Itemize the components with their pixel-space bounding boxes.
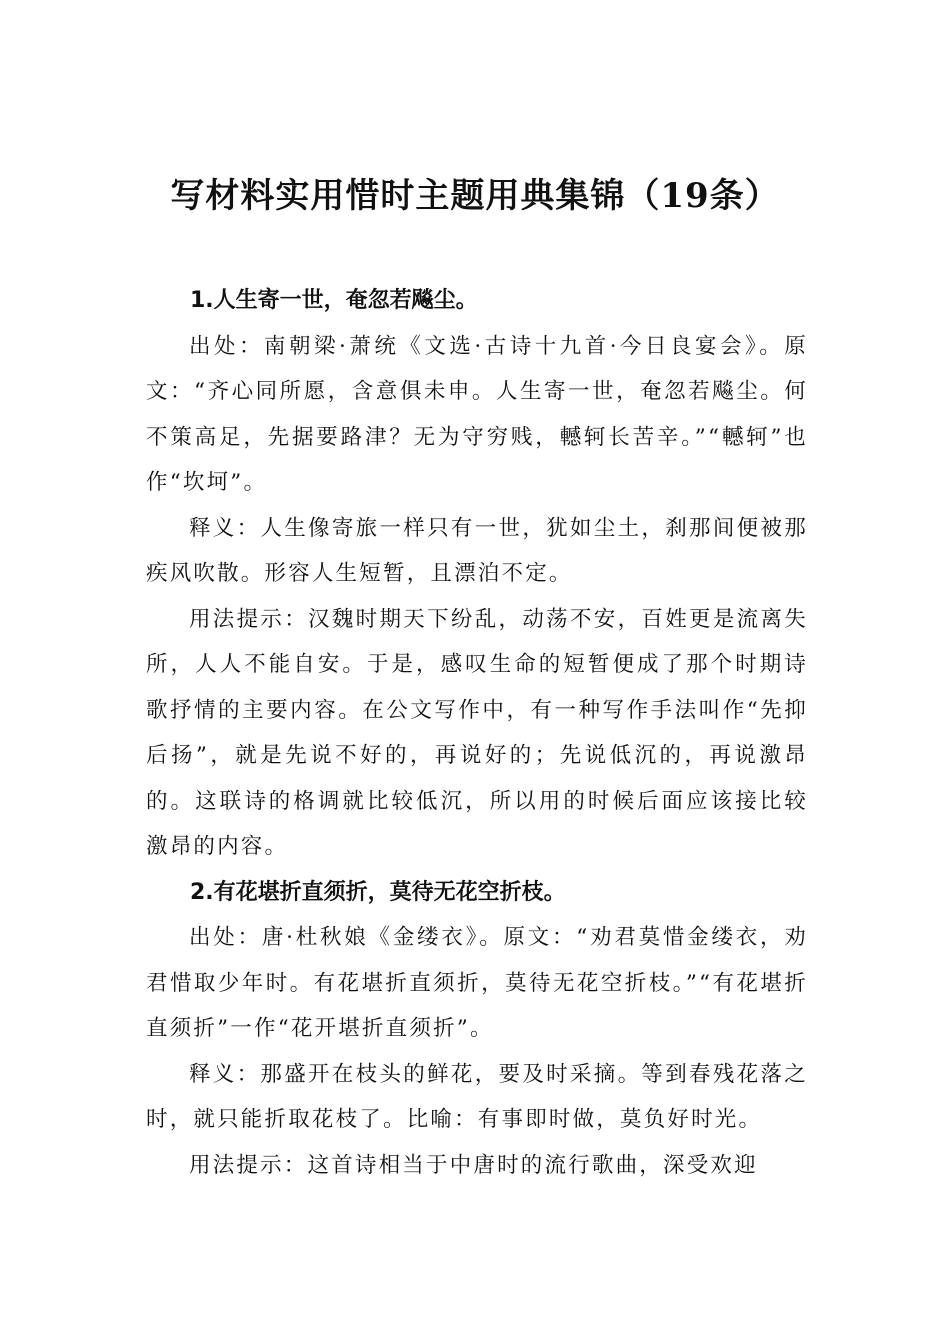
- entry-source: 出处：南朝梁·萧统《文选·古诗十九首·今日良宴会》。原文：“齐心同所愿，含意俱未申。人生寄一世，奄忽若飚尘。何不策高足，先据要路津？无为守穷贱，轗轲长苦辛。”“轗轲”也作“坎坷”。: [146, 333, 808, 495]
- entry-usage: 用法提示：汉魏时期天下纷乱，动荡不安，百姓更是流离失所，人人不能自安。于是，感叹生命的短暂便成了那个时期诗歌抒情的主要内容。在公文写作中，有一种写作手法叫作“先抑后扬”，就是先说不好的，再说好的；先说低沉的，再说激昂的。这联诗的格调就比较低沉，所以用的时候后面应该接比较激昂的内容。: [146, 606, 808, 859]
- entry-heading: 2.有花堪折直须折，莫待无花空折枝。: [190, 879, 566, 905]
- entry-usage: 用法提示：这首诗相当于中唐时的流行歌曲，深受欢迎: [189, 1152, 758, 1178]
- entry-meaning: 释义：那盛开在枝头的鲜花，要及时采摘。等到春残花落之时，就只能折取花枝了。比喻：有事即时做，莫负好时光。: [146, 1061, 808, 1132]
- document-body: [146, 278, 808, 1188]
- entry-meaning: 释义：人生像寄旅一样只有一世，犹如尘土，刹那间便被那疾风吹散。形容人生短暂，且漂泊不定。: [146, 515, 808, 586]
- document-title: 写材料实用惜时主题用典集锦（19条）: [170, 176, 780, 216]
- entry-source: 出处：唐·杜秋娘《金缕衣》。原文：“劝君莫惜金缕衣，劝君惜取少年时。有花堪折直须折，莫待无花空折枝。”“有花堪折直须折”一作“花开堪折直须折”。: [146, 925, 808, 1041]
- entry-heading: 1.人生寄一世，奄忽若飚尘。: [190, 288, 478, 313]
